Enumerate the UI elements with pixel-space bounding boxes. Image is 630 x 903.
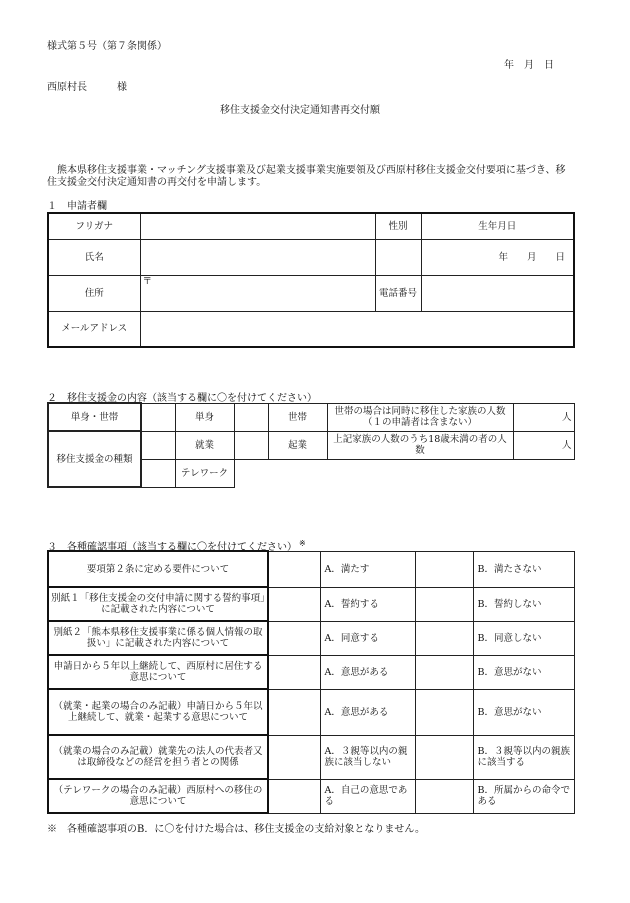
option-b-label: B．誓約しない	[473, 587, 574, 621]
form-number: 様式第５号（第７条関係）	[47, 41, 167, 52]
applicant-table	[47, 212, 575, 348]
addressee: 西原村長 様	[47, 82, 127, 93]
section3-heading-text: ３ 各種確認事項（該当する欄に〇を付けてください）	[47, 542, 297, 553]
name-label: 氏名	[48, 239, 140, 275]
option-b-mark[interactable]	[415, 551, 473, 587]
option-a-mark[interactable]	[268, 587, 320, 621]
option-a-mark[interactable]	[268, 735, 320, 779]
intro-text: 熊本県移住支援事業・マッチング支援事業及び起業支援事業実施要領及び西原村移住支援金交付要項に基づき、移住支援金交付決定通知書の再交付を申請します。	[47, 165, 566, 188]
startup-mark[interactable]	[234, 431, 268, 459]
option-a-mark[interactable]	[268, 621, 320, 655]
phone-label: 電話番号	[375, 275, 421, 311]
section1-heading: １ 申請者欄	[47, 201, 107, 212]
startup-label: 起業	[268, 431, 327, 459]
address-label: 住所	[48, 275, 140, 311]
option-a-label: A．自己の意思である	[320, 779, 415, 813]
confirmation-item: 別紙２「熊本県移住支援事業に係る個人情報の取扱い」に記載された内容について	[48, 621, 268, 655]
confirmation-row	[48, 735, 574, 779]
gender-label: 性別	[375, 213, 421, 239]
option-a-label: A．意思がある	[320, 655, 415, 689]
option-b-mark[interactable]	[415, 689, 473, 735]
option-b-label: B．所属からの命令である	[473, 779, 574, 813]
confirmation-row	[48, 779, 574, 813]
option-a-label: A．誓約する	[320, 587, 415, 621]
household-mark[interactable]	[234, 403, 268, 431]
document-title: 移住支援金交付決定通知書再交付願	[220, 105, 380, 116]
employment-mark[interactable]	[141, 431, 175, 459]
option-b-label: B．同意しない	[473, 621, 574, 655]
section3-asterisk: ※	[299, 538, 306, 548]
confirmation-item: （就業の場合のみ記載）就業先の法人の代表者又は取締役などの経営を担う者との関係	[48, 735, 268, 779]
section2-heading: ２ 移住支援金の内容（該当する欄に〇を付けてください）	[47, 393, 317, 404]
option-b-mark[interactable]	[415, 587, 473, 621]
option-a-label: A．意思がある	[320, 689, 415, 735]
single-label: 単身	[175, 403, 234, 431]
option-a-mark[interactable]	[268, 551, 320, 587]
option-b-mark[interactable]	[415, 735, 473, 779]
option-b-mark[interactable]	[415, 621, 473, 655]
under18-note: 上記家族の人数のうち18歳未満の者の人数	[327, 431, 513, 459]
confirmation-item: 別紙１「移住支援金の交付申請に関する誓約事項」に記載された内容について	[48, 587, 268, 621]
confirmation-row	[48, 621, 574, 655]
furigana-field[interactable]	[140, 213, 375, 239]
gender-field[interactable]	[375, 239, 421, 275]
confirmation-item: 要項第２条に定める要件について	[48, 551, 268, 587]
option-a-mark[interactable]	[268, 655, 320, 689]
option-a-label: A．満たす	[320, 551, 415, 587]
phone-field[interactable]	[421, 275, 574, 311]
option-b-label: B．意思がない	[473, 689, 574, 735]
confirmation-row	[48, 689, 574, 735]
birthdate-field[interactable]: 年 月 日	[421, 239, 574, 275]
furigana-label: フリガナ	[48, 213, 140, 239]
option-b-mark[interactable]	[415, 779, 473, 813]
telework-label: テレワーク	[175, 459, 234, 487]
birthdate-label: 生年月日	[421, 213, 574, 239]
household-count-field[interactable]: 人	[513, 403, 574, 431]
telework-mark[interactable]	[141, 459, 175, 487]
confirmation-item: 申請日から５年以上継続して、西原村に居住する意思について	[48, 655, 268, 689]
email-label: メールアドレス	[48, 311, 140, 347]
confirmation-row	[48, 587, 574, 621]
option-a-mark[interactable]	[268, 779, 320, 813]
address-field[interactable]	[140, 275, 375, 311]
household-note: 世帯の場合は同時に移住した家族の人数（１の申請者は含まない）	[327, 403, 513, 431]
subsidy-type-label: 移住支援金の種類	[48, 431, 141, 487]
name-field[interactable]	[140, 239, 375, 275]
date-line: 年 月 日	[504, 60, 554, 71]
email-field[interactable]	[140, 311, 574, 347]
option-a-label: A．３親等以内の親族に該当しない	[320, 735, 415, 779]
confirmation-item: （就業・起業の場合のみ記載）申請日から５年以上継続して、就業・起業する意思について	[48, 689, 268, 735]
postal-mark: 〒	[142, 275, 153, 287]
confirmation-table	[47, 550, 575, 814]
confirmation-row	[48, 655, 574, 689]
option-a-mark[interactable]	[268, 689, 320, 735]
option-b-mark[interactable]	[415, 655, 473, 689]
subsidy-content-table	[47, 402, 575, 488]
household-label: 世帯	[268, 403, 327, 431]
option-a-label: A．同意する	[320, 621, 415, 655]
option-b-label: B．満たさない	[473, 551, 574, 587]
employment-label: 就業	[175, 431, 234, 459]
under18-count-field[interactable]: 人	[513, 431, 574, 459]
empty-cell	[234, 459, 574, 487]
single-household-label: 単身・世帯	[48, 403, 141, 431]
confirmation-row	[48, 551, 574, 587]
option-b-label: B．意思がない	[473, 655, 574, 689]
footnote: ※ 各種確認事項のB．に〇を付けた場合は、移住支援金の支給対象となりません。	[47, 824, 425, 835]
option-b-label: B．３親等以内の親族に該当する	[473, 735, 574, 779]
single-mark[interactable]	[141, 403, 175, 431]
confirmation-item: （テレワークの場合のみ記載）西原村への移住の意思について	[48, 779, 268, 813]
